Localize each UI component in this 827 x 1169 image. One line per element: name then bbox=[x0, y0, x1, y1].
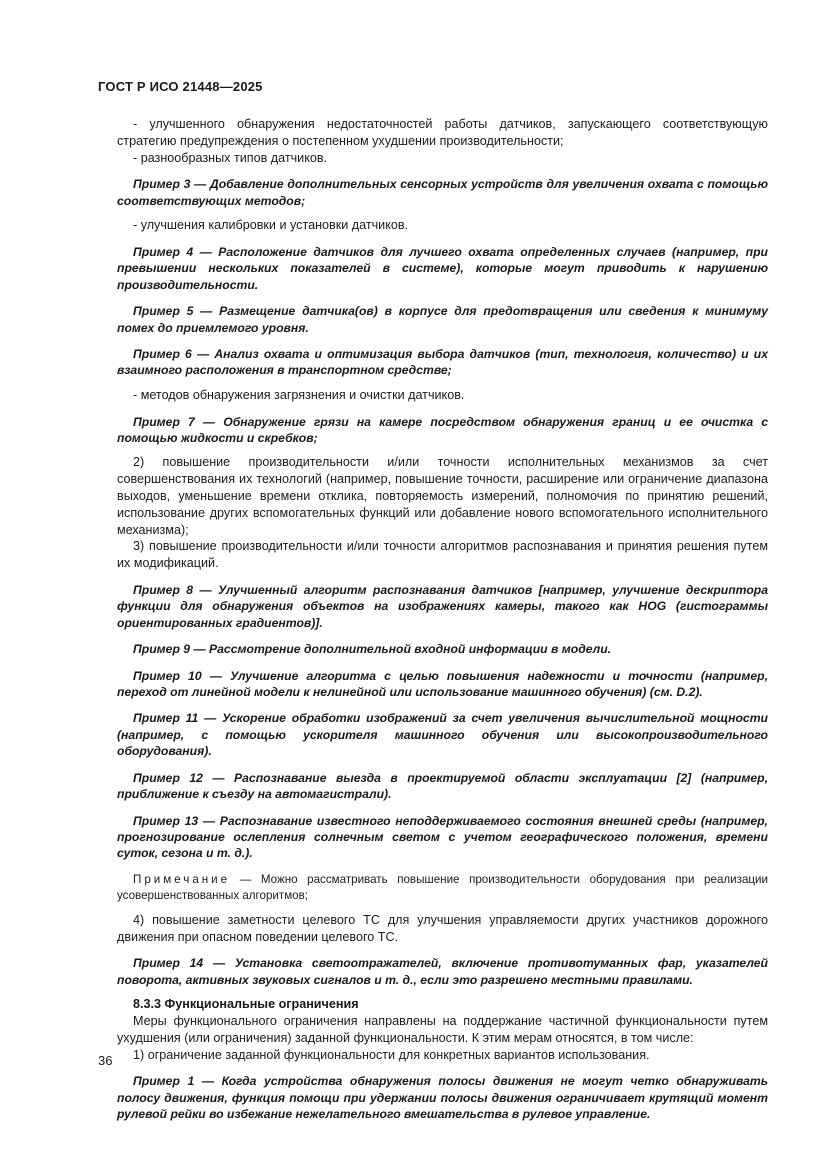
page-number: 36 bbox=[98, 1053, 113, 1068]
example-1: Пример 1 — Когда устройства обнаружения полосы движения не могут четко обнаруживать полосу движения, функция помощи при удержании полосы движения ограничивает крутящий момент рулевой рейки во избежание нежелательного вмешательства в рулевое управление. bbox=[117, 1074, 768, 1122]
note-label: Примечание bbox=[133, 872, 231, 886]
numbered-paragraph: 3) повышение производительности и/или точности алгоритмов распознавания и принятия решения путем их модификаций. bbox=[117, 539, 768, 571]
example-14: Пример 14 — Установка светоотражателей, включение противотуманных фар, указателей поворота, активных звуковых сигналов и т. д., если это разрешено местными правилами. bbox=[117, 956, 768, 987]
bullet-paragraph: - методов обнаружения загрязнения и очистки датчиков. bbox=[133, 387, 465, 402]
example-11: Пример 11 — Ускорение обработки изображений за счет увеличения вычислительной мощности (например, с помощью ускорителя машинного обучения или высокопроизводительного оборудования). bbox=[117, 711, 768, 759]
note bbox=[117, 872, 768, 904]
numbered-paragraph: 4) повышение заметности целевого ТС для улучшения управляемости других участников дорожного движения при опасном поведении целевого ТС. bbox=[117, 912, 768, 944]
example-7: Пример 7 — Обнаружение грязи на камере посредством обнаружения границ и ее очистка с помощью жидкости и скребков; bbox=[117, 414, 768, 446]
document-header: ГОСТ Р ИСО 21448—2025 bbox=[98, 79, 263, 94]
example-10: Пример 10 — Улучшение алгоритма с целью повышения надежности и точности (например, переход от линейной модели к нелинейной или использование машинного обучения) (см. D.2). bbox=[117, 668, 768, 700]
example-9: Пример 9 — Рассмотрение дополнительной входной информации в модели. bbox=[133, 642, 612, 657]
section-paragraph: Меры функционального ограничения направлены на поддержание частичной функциональности путем ухудшения (или ограничения) заданной функциональности. К этим мерам относятся, в том числе: bbox=[117, 1013, 768, 1045]
section-heading: 8.3.3 Функциональные ограничения bbox=[133, 997, 359, 1012]
bullet-paragraph: - улучшенного обнаружения недостаточностей работы датчиков, запускающего соответствующую стратегию предупреждения о постепенном ухудшении производительности; bbox=[117, 117, 768, 148]
page-content bbox=[117, 116, 768, 1131]
example-8: Пример 8 — Улучшенный алгоритм распознавания датчиков [например, улучшение дескриптора функции для обнаружения объектов на изображениях камеры, такого как HOG (гистограммы ориентированных градиентов)]. bbox=[117, 583, 768, 630]
numbered-paragraph: 2) повышение производительности и/или точности исполнительных механизмов за счет совершенствования их технологий (например, повышение точности, расширение или ограничение диапазона выходов, уменьшение времени отклика, повторяемость измерений, полномочия по принятию решений, использование других вспомогательных функций или добавление нового вспомогательного исполнительного механизма); bbox=[117, 455, 768, 537]
note-text: — Можно рассматривать повышение производительности оборудования при реализации усовершенствованных алгоритмов; bbox=[117, 872, 768, 902]
numbered-paragraph: 1) ограничение заданной функциональности для конкретных вариантов использования. bbox=[133, 1047, 650, 1062]
example-3: Пример 3 — Добавление дополнительных сенсорных устройств для увеличения охвата с помощью соответствующих методов; bbox=[117, 177, 768, 208]
bullet-paragraph: - улучшения калибровки и установки датчиков. bbox=[133, 218, 409, 233]
example-4: Пример 4 — Расположение датчиков для лучшего охвата определенных случаев (например, при превышении нескольких показателей в системе), которые могут приводить к нарушению производительности. bbox=[117, 245, 768, 292]
example-6: Пример 6 — Анализ охвата и оптимизация выбора датчиков (тип, технология, количество) и их взаимного расположения в транспортном средстве; bbox=[117, 347, 768, 378]
example-13: Пример 13 — Распознавание известного неподдерживаемого состояния внешней среды (например, прогнозирование ослепления солнечным светом с учетом географического положения, времени суток, сезона и т. д.). bbox=[117, 813, 768, 861]
example-5: Пример 5 — Размещение датчика(ов) в корпусе для предотвращения или сведения к минимуму помех до приемлемого уровня. bbox=[117, 304, 768, 335]
example-12: Пример 12 — Распознавание выезда в проектируемой области эксплуатации [2] (например, приближение к съезду на автомагистрали). bbox=[117, 770, 768, 802]
bullet-paragraph: - разнообразных типов датчиков. bbox=[133, 150, 328, 165]
